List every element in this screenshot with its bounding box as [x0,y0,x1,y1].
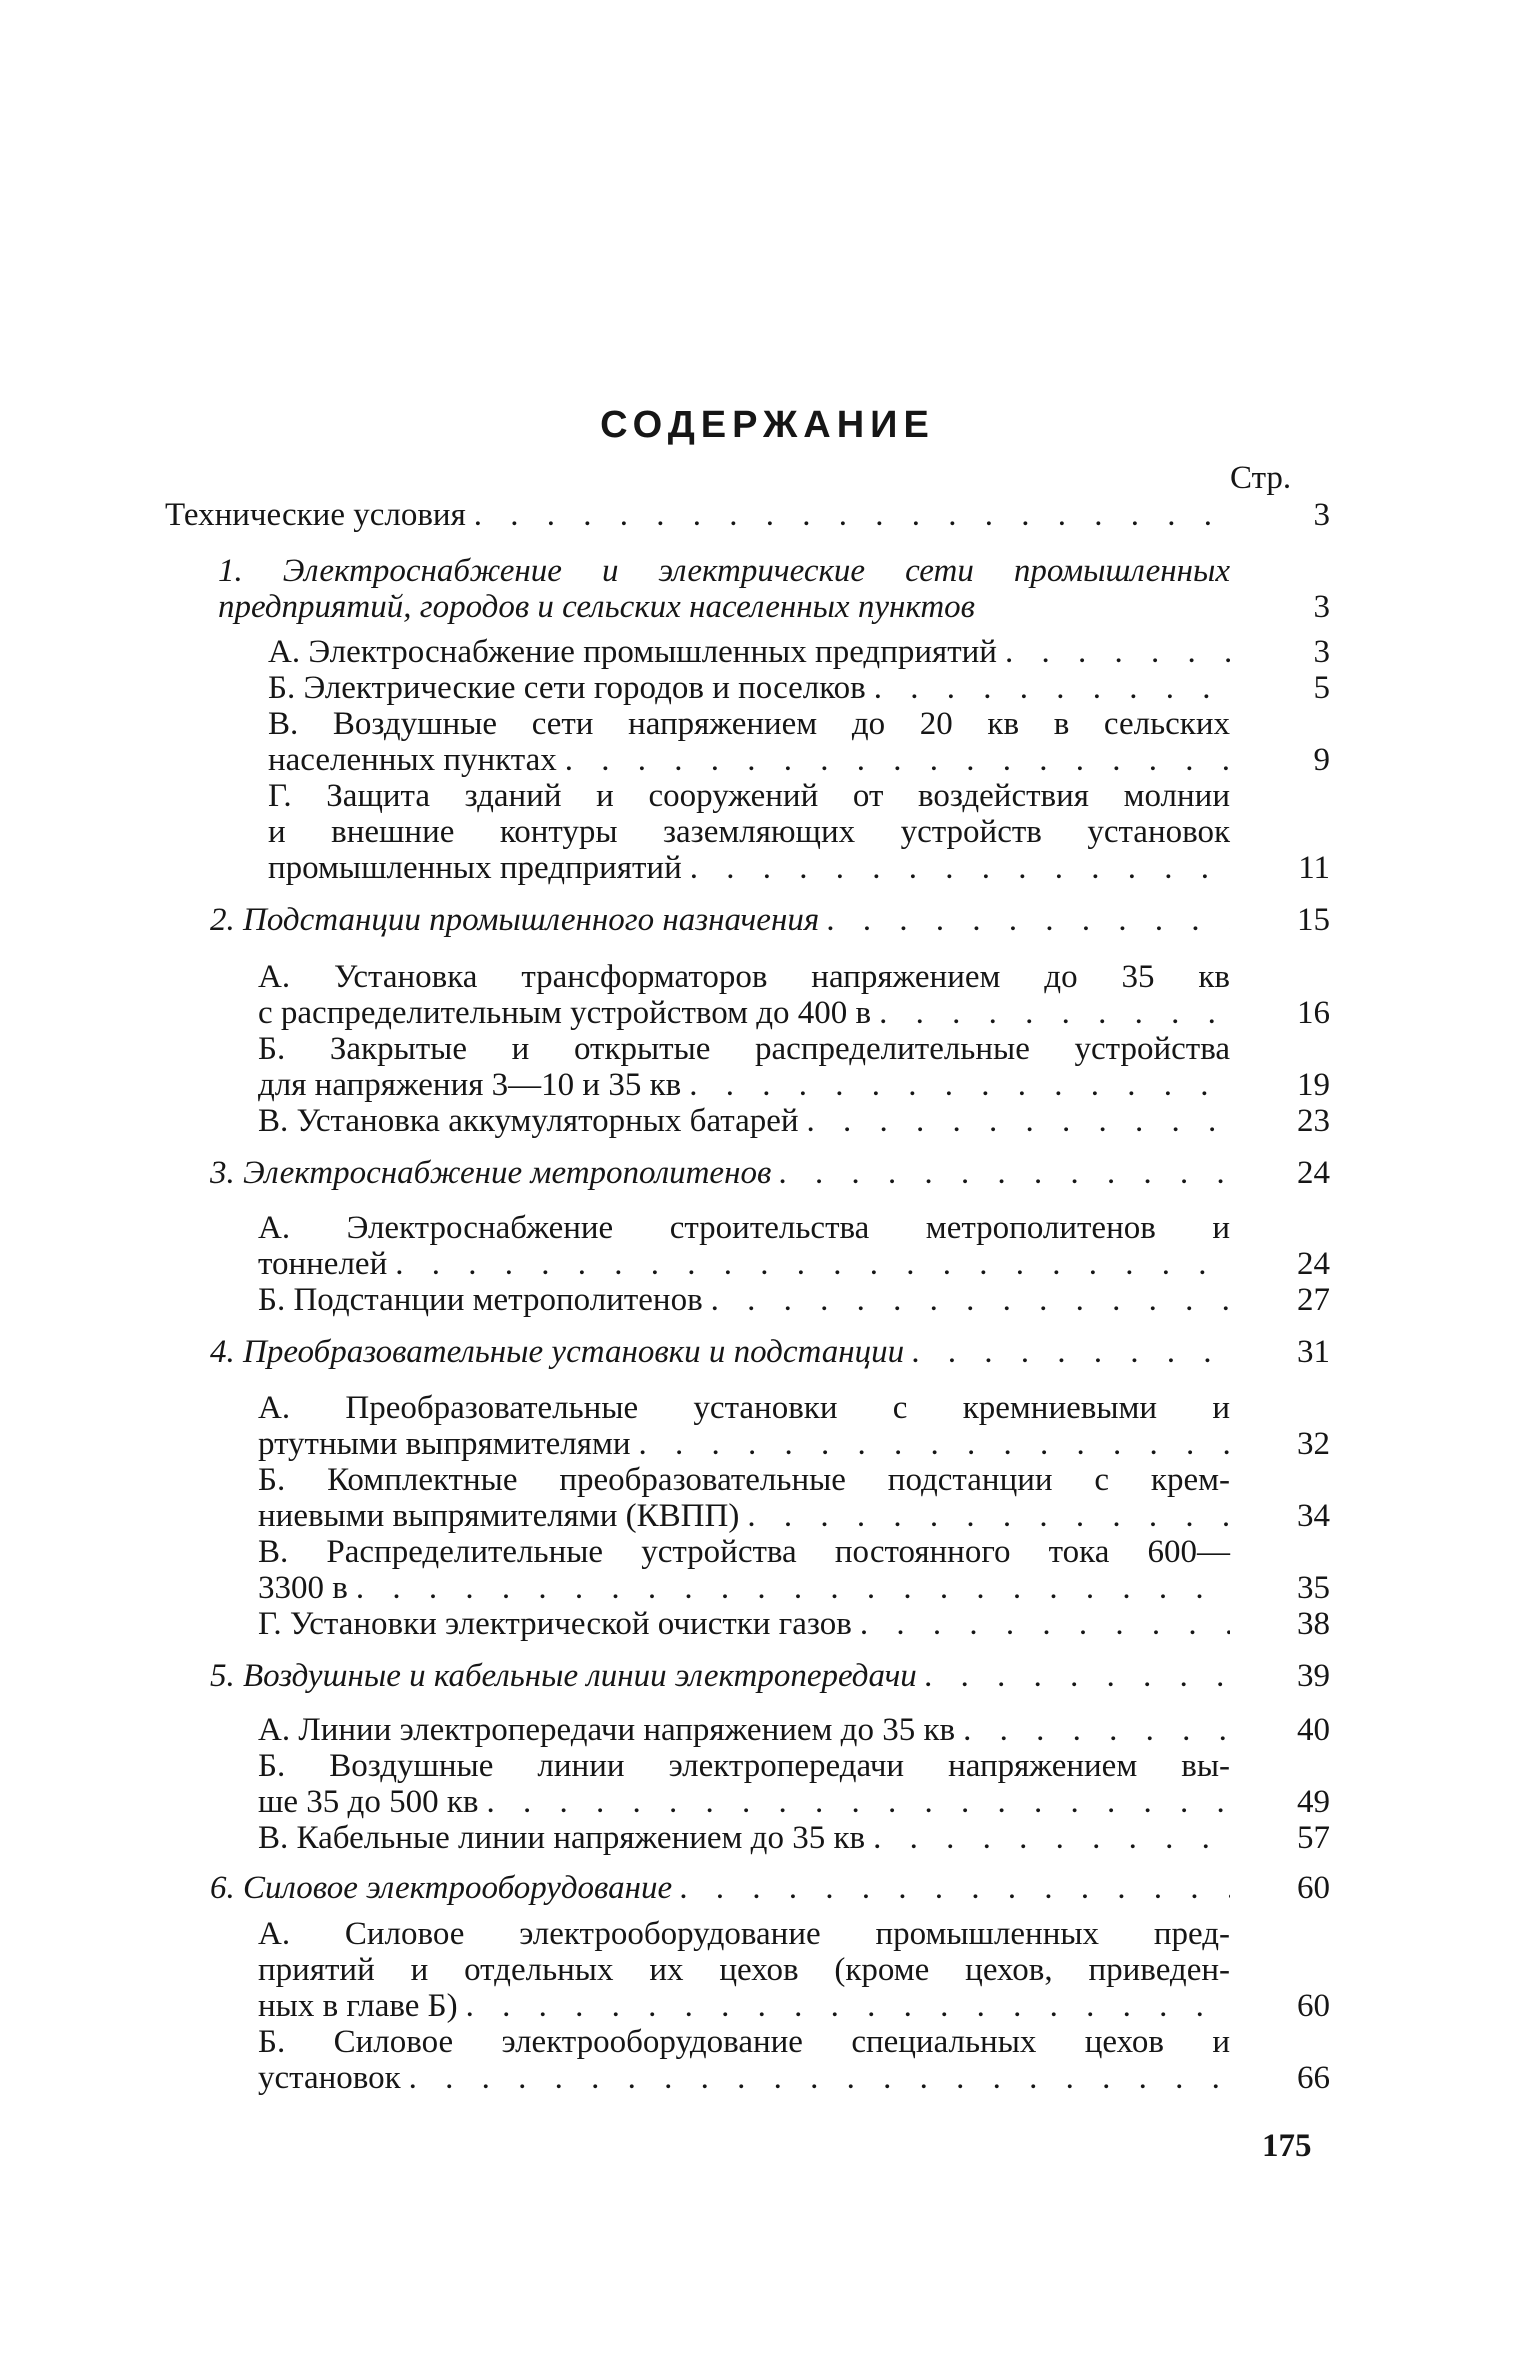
toc-page-number: 24 [1297,1155,1330,1191]
toc-entry-line: Б. Силовое электрооборудование специальных цехов и [258,2024,1230,2060]
toc-entry-line: В. Воздушные сети напряжением до 20 кв в сельских [268,706,1230,742]
toc-entry-line: В. Установка аккумуляторных батарей . . . [258,1103,1230,1139]
page-title: СОДЕРЖАНИЕ [600,404,935,446]
toc-chapter-line: 6. Силовое электрооборудование . . . [210,1870,1230,1906]
toc-entry-line: Б. Электрические сети городов и поселков . . . [268,670,1230,706]
toc-entry-line: 3300 в . . . [258,1570,1230,1606]
toc-chapter-line: 3. Электроснабжение метрополитенов . . . [210,1155,1230,1191]
toc-page-number: 5 [1313,670,1330,706]
toc-entry-line: Б. Воздушные линии электропередачи напряжением вы- [258,1748,1230,1784]
toc-entry-line: Технические условия . . . [165,497,1230,533]
toc-page-number: 60 [1297,1988,1330,2024]
toc-entry-line: с распределительным устройством до 400 в . . . [258,995,1230,1031]
toc-page-number: 40 [1297,1712,1330,1748]
toc-chapter-line: 1. Электроснабжение и электрические сети промышленных [218,553,1230,589]
toc-entry-line: населенных пунктах . . . [268,742,1230,778]
page-folio-number: 175 [1262,2128,1312,2164]
toc-page-number: 35 [1297,1570,1330,1606]
toc-entry-line: В. Распределительные устройства постоянного тока 600— [258,1534,1230,1570]
toc-entry-line: тоннелей . . . [258,1246,1230,1282]
toc-entry-line: Г. Установки электрической очистки газов . . . [258,1606,1230,1642]
toc-page-number: 19 [1297,1067,1330,1103]
toc-entry-line: А. Электроснабжение строительства метрополитенов и [258,1210,1230,1246]
toc-entry-line: Г. Защита зданий и сооружений от воздействия молнии [268,778,1230,814]
toc-entry-line: ных в главе Б) . . . [258,1988,1230,2024]
toc-page-number: 39 [1297,1658,1330,1694]
toc-page-number: 57 [1297,1820,1330,1856]
toc-page-number: 3 [1313,589,1330,625]
toc-entry-line: А. Преобразовательные установки с кремниевыми и [258,1390,1230,1426]
toc-entry-line: А. Линии электропередачи напряжением до 35 кв . . . [258,1712,1230,1748]
toc-page-number: 3 [1313,497,1330,533]
toc-entry-line: ниевыми выпрямителями (КВПП) . . . [258,1498,1230,1534]
toc-chapter-line: 4. Преобразовательные установки и подстанции . . . [210,1334,1230,1370]
toc-chapter-line: 5. Воздушные и кабельные линии электропередачи . . . [210,1658,1230,1694]
toc-page-number: 9 [1313,742,1330,778]
toc-page-number: 32 [1297,1426,1330,1462]
toc-page-number: 27 [1297,1282,1330,1318]
toc-entry-line: приятий и отдельных их цехов (кроме цехов, приведен- [258,1952,1230,1988]
toc-entry-line: ше 35 до 500 кв . . . [258,1784,1230,1820]
toc-entry-line: установок . . . [258,2060,1230,2096]
toc-entry-line: ртутными выпрямителями . . . [258,1426,1230,1462]
toc-page-number: 38 [1297,1606,1330,1642]
toc-chapter-line: 2. Подстанции промышленного назначения . . . [210,902,1230,938]
toc-entry-line: Б. Закрытые и открытые распределительные устройства [258,1031,1230,1067]
toc-page-number: 24 [1297,1246,1330,1282]
toc-page-number: 49 [1297,1784,1330,1820]
toc-page-number: 66 [1297,2060,1330,2096]
toc-page-number: 23 [1297,1103,1330,1139]
toc-page-number: 31 [1297,1334,1330,1370]
toc-entry-line: и внешние контуры заземляющих устройств установок [268,814,1230,850]
toc-entry-line: Б. Подстанции метрополитенов . . . [258,1282,1230,1318]
toc-page-number: 11 [1298,850,1330,886]
toc-page-number: 34 [1297,1498,1330,1534]
toc-page-number: 16 [1297,995,1330,1031]
toc-page-number: 60 [1297,1870,1330,1906]
toc-entry-line: для напряжения 3—10 и 35 кв . . . [258,1067,1230,1103]
toc-entry-line: А. Электроснабжение промышленных предприятий . . . [268,634,1230,670]
toc-entry-line: Б. Комплектные преобразовательные подстанции с крем- [258,1462,1230,1498]
toc-page-number: 15 [1297,902,1330,938]
toc-entry-line: В. Кабельные линии напряжением до 35 кв . . . [258,1820,1230,1856]
toc-page-number: 3 [1313,634,1330,670]
page-column-label: Стр. [1230,460,1292,496]
toc-entry-line: А. Силовое электрооборудование промышленных пред- [258,1916,1230,1952]
toc-entry-line: А. Установка трансформаторов напряжением до 35 кв [258,959,1230,995]
toc-entry-line: промышленных предприятий . . . [268,850,1230,886]
toc-chapter-line: предприятий, городов и сельских населенных пунктов [218,589,976,625]
